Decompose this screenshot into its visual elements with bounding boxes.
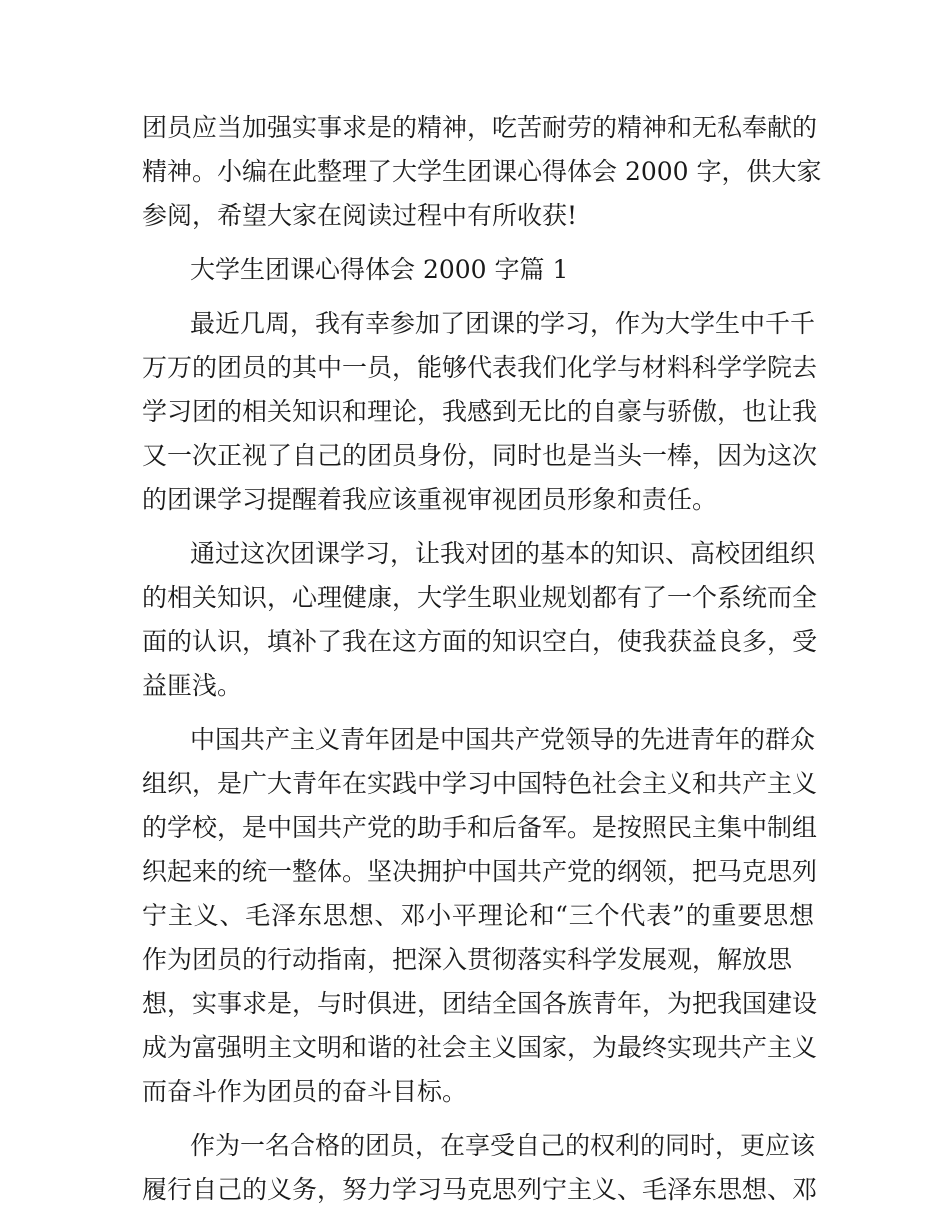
paragraph-2 (142, 532, 818, 708)
text-line: 中国共产主义青年团是中国共产党领导的先进青年的群众 (190, 725, 816, 754)
text-line: 作为一名合格的团员，在享受自己的权利的同时，更应该 (190, 1131, 816, 1160)
text-line: 宁主义、毛泽东思想、邓小平理论和“三个代表”的重要思想 (142, 901, 814, 930)
section-heading (142, 248, 814, 292)
text-line: 履行自己的义务，努力学习马克思列宁主义、毛泽东思想、邓 (142, 1175, 818, 1204)
text-line: 学习团的相关知识和理论，我感到无比的自豪与骄傲，也让我 (142, 397, 818, 426)
text-line: 的团课学习提醒着我应该重视审视团员形象和责任。 (142, 485, 718, 514)
text-line: 的学校，是中国共产党的助手和后备军。是按照民主集中制组 (142, 813, 818, 842)
heading-line: 大学生团课心得体会 2000 字篇 1 (190, 255, 569, 284)
paragraph-1 (142, 302, 818, 522)
text-line: 团员应当加强实事求是的精神，吃苦耐劳的精神和无私奉献的 (142, 113, 818, 142)
text-line: 精神。小编在此整理了大学生团课心得体会 2000 字，供大家 (142, 157, 822, 186)
paragraph-3 (142, 718, 818, 1114)
text-line: 作为团员的行动指南，把深入贯彻落实科学发展观，解放思 (142, 945, 793, 974)
text-line: 组织，是广大青年在实践中学习中国特色社会主义和共产主义 (142, 769, 818, 798)
text-line: 面的认识，填补了我在这方面的知识空白，使我获益良多，受 (142, 627, 818, 656)
document-body (142, 106, 822, 1212)
text-line: 通过这次团课学习，让我对团的基本的知识、高校团组织 (190, 539, 816, 568)
paragraph-intro (142, 106, 822, 238)
text-line: 织起来的统一整体。坚决拥护中国共产党的纲领，把马克思列 (142, 857, 818, 886)
text-line: 成为富强明主文明和谐的社会主义国家，为最终实现共产主义 (142, 1033, 818, 1062)
text-line: 参阅，希望大家在阅读过程中有所收获! (142, 201, 578, 230)
text-line: 又一次正视了自己的团员身份，同时也是当头一棒，因为这次 (142, 441, 818, 470)
paragraph-4 (142, 1124, 818, 1212)
text-line: 最近几周，我有幸参加了团课的学习，作为大学生中千千 (190, 309, 816, 338)
text-line: 的相关知识，心理健康，大学生职业规划都有了一个系统而全 (142, 583, 818, 612)
text-line: 益匪浅。 (142, 671, 243, 700)
text-line: 而奋斗作为团员的奋斗目标。 (142, 1077, 468, 1106)
text-line: 万万的团员的其中一员，能够代表我们化学与材料科学学院去 (142, 353, 818, 382)
text-line: 想，实事求是，与时俱进，团结全国各族青年，为把我国建设 (142, 989, 818, 1018)
